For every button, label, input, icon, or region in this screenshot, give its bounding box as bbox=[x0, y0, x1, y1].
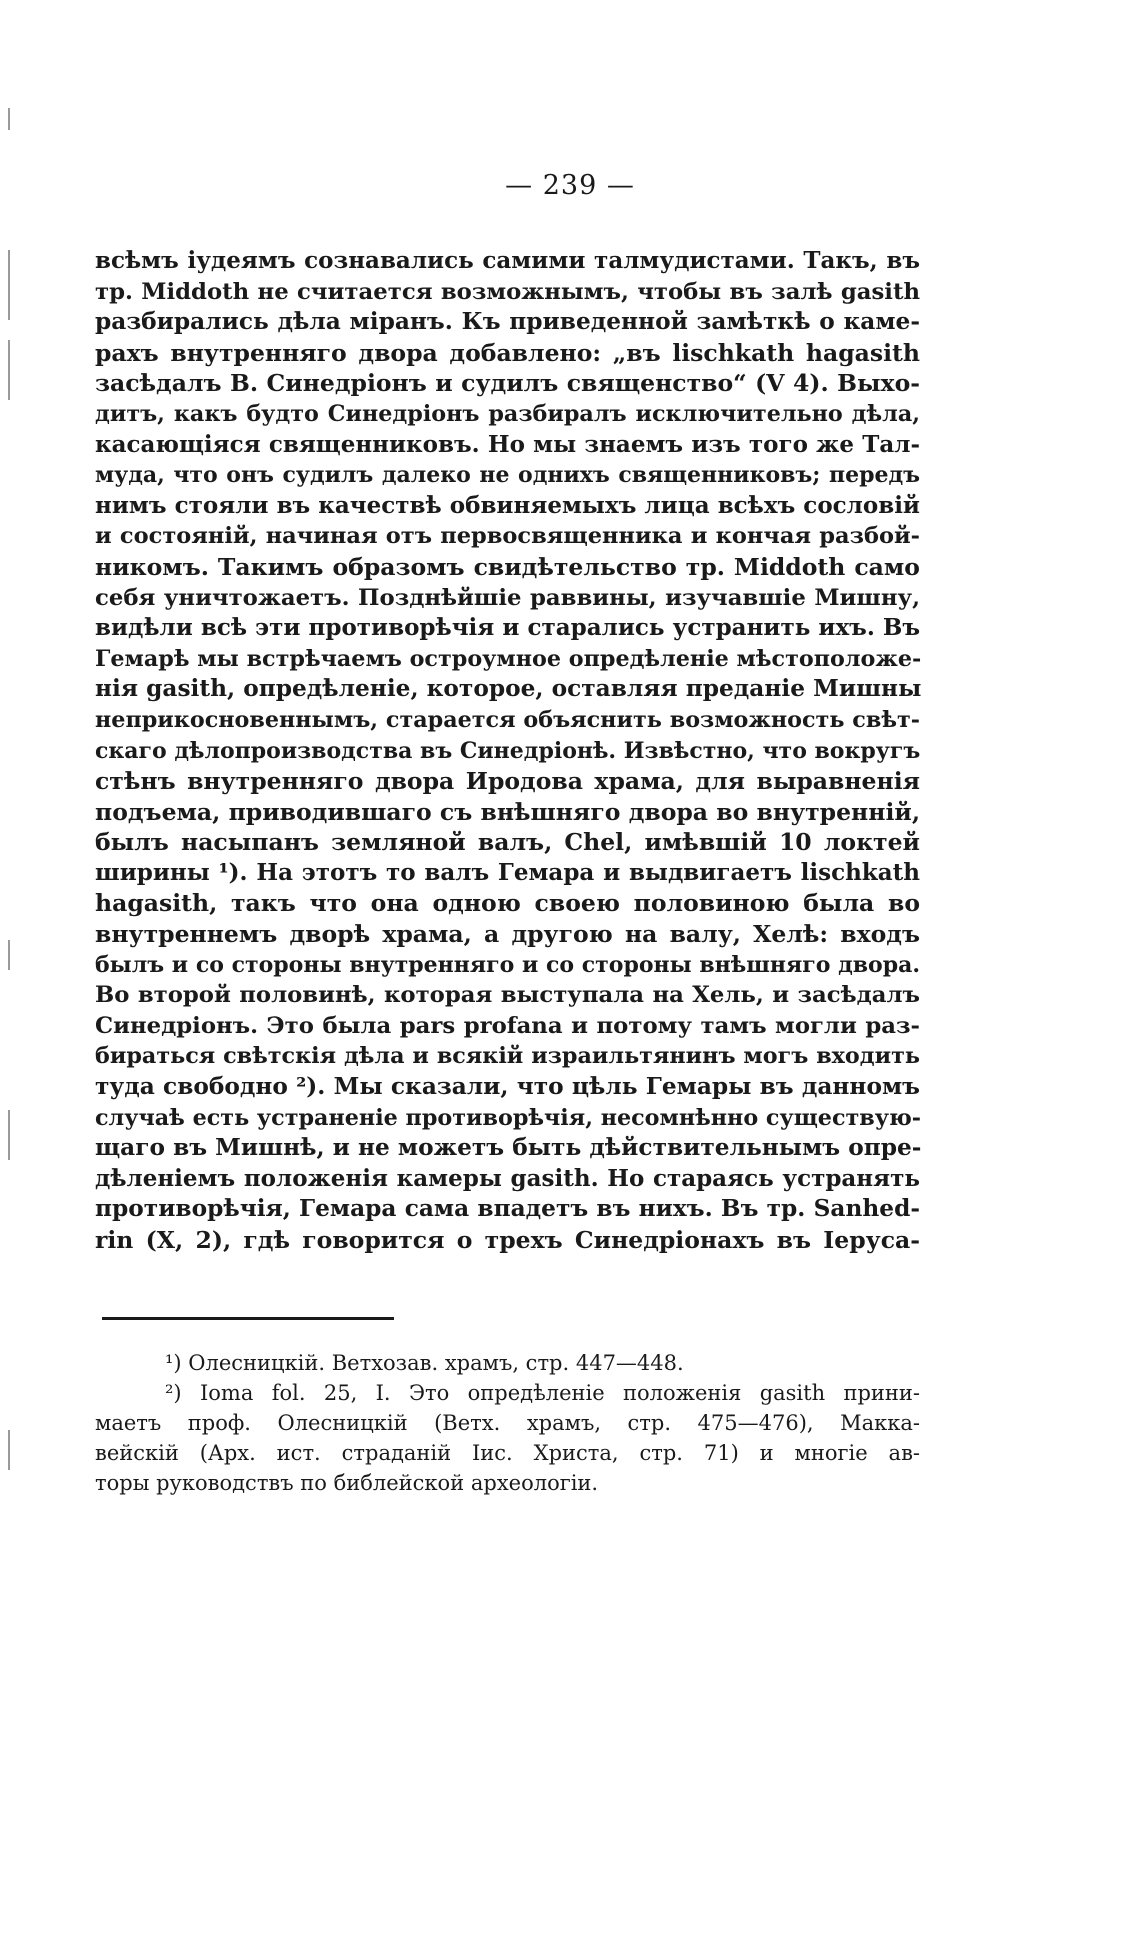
text-line: разбирались дѣла міранъ. Къ приведенной замѣткѣ о каме- bbox=[95, 308, 920, 336]
text-line: муда, что онъ судилъ далеко не однихъ священниковъ; передъ bbox=[95, 462, 920, 489]
text-line: себя уничтожаетъ. Позднѣйшіе раввины, изучавшіе Мишну, bbox=[95, 584, 920, 611]
scan-margin-mark bbox=[8, 940, 10, 970]
text-line: скаго дѣлопроизводства въ Синедріонѣ. Извѣстно, что вокругъ bbox=[95, 737, 921, 764]
footnote-line: маетъ проф. Олесницкій (Ветх. храмъ, стр. 475—476), Макка- bbox=[95, 1411, 920, 1435]
footnote-1 bbox=[95, 1348, 920, 1378]
text-line: rin (X, 2), гдѣ говорится о трехъ Синедріонахъ въ Іеруса- bbox=[95, 1226, 920, 1254]
text-line: щаго въ Мишнѣ, и не можетъ быть дѣйствительнымъ опре- bbox=[95, 1134, 922, 1162]
text-line: дѣленіемъ положенія камеры gasith. Но стараясь устранять bbox=[95, 1164, 920, 1192]
text-line: Синедріонъ. Это была pars profana и потому тамъ могли раз- bbox=[95, 1012, 920, 1039]
scan-margin-mark bbox=[8, 250, 10, 320]
scan-margin-mark bbox=[8, 108, 10, 130]
text-line: былъ и со стороны внутренняго и со стороны внѣшняго двора. bbox=[95, 951, 920, 978]
text-line: неприкосновеннымъ, старается объяснить возможность свѣт- bbox=[95, 706, 920, 733]
body-text bbox=[95, 246, 920, 1256]
text-line: касающіяся священниковъ. Но мы знаемъ изъ того же Тал- bbox=[95, 430, 920, 458]
text-line: подъема, приводившаго съ внѣшняго двора во внутренній, bbox=[95, 797, 920, 826]
text-line: засѣдалъ В. Синедріонъ и судилъ священство“ (V 4). Выхо- bbox=[95, 369, 920, 398]
footnote-line: ²) Ioma fol. 25, I. Это опредѣленіе положенія gasith прини- bbox=[165, 1381, 920, 1405]
text-line: никомъ. Такимъ образомъ свидѣтельство тр. Middoth само bbox=[95, 552, 920, 581]
footnotes bbox=[95, 1348, 920, 1498]
text-line: ширины ¹). На этотъ то валъ Гемара и выдвигаетъ lischkath bbox=[95, 858, 920, 886]
text-line: рахъ внутренняго двора добавлено: „въ lischkath hagasith bbox=[95, 338, 920, 367]
footnote-line: вейскій (Арх. ист. страданій Іис. Христа, стр. 71) и многіе ав- bbox=[95, 1441, 920, 1465]
scan-margin-mark bbox=[8, 340, 10, 400]
text-line: видѣли всѣ эти противорѣчія и старались устранить ихъ. Въ bbox=[95, 614, 920, 642]
text-line: стѣнъ внутренняго двора Иродова храма, для выравненія bbox=[95, 767, 920, 796]
footnote-line: ¹) Олесницкій. Ветхозав. храмъ, стр. 447—448. bbox=[165, 1351, 684, 1375]
footnote-line: торы руководствъ по библейской археологіи. bbox=[95, 1471, 599, 1495]
footnote-2 bbox=[95, 1378, 920, 1498]
footnote-separator bbox=[102, 1317, 394, 1320]
text-line: нія gasith, опредѣленіе, которое, оставляя преданіе Мишны bbox=[95, 675, 922, 703]
text-line: случаѣ есть устраненіе противорѣчія, несомнѣнно существую- bbox=[95, 1104, 922, 1131]
text-line: hagasith, такъ что она одною своею половиною была во bbox=[95, 889, 920, 918]
text-line: противорѣчія, Гемара сама впадетъ въ нихъ. Въ тр. Sanhed- bbox=[95, 1195, 920, 1223]
text-line: былъ насыпанъ земляной валъ, Chel, имѣвшій 10 локтей bbox=[95, 828, 920, 857]
text-line: тр. Middoth не считается возможнымъ, чтобы въ залѣ gasith bbox=[95, 278, 920, 305]
text-line: Гемарѣ мы встрѣчаемъ остроумное опредѣленіе мѣстоположе- bbox=[95, 645, 922, 672]
text-line: дитъ, какъ будто Синедріонъ разбиралъ исключительно дѣла, bbox=[95, 400, 920, 427]
text-line: и состояній, начиная отъ первосвященника и кончая разбой- bbox=[95, 523, 920, 550]
page-number: — 239 — bbox=[505, 170, 635, 201]
text-line: нимъ стояли въ качествѣ обвиняемыхъ лица всѣхъ сословій bbox=[95, 491, 920, 519]
text-line: Во второй половинѣ, которая выступала на Хель, и засѣдалъ bbox=[95, 982, 920, 1009]
text-line: всѣмъ іудеямъ сознавались самими талмудистами. Такъ, въ bbox=[95, 247, 920, 274]
text-line: бираться свѣтскія дѣла и всякій израильтянинъ могъ входить bbox=[95, 1043, 920, 1070]
scan-margin-mark bbox=[8, 1110, 10, 1160]
text-line: внутреннемъ дворѣ храма, а другою на валу, Хелѣ: входъ bbox=[95, 920, 920, 949]
text-line: туда свободно ²). Мы сказали, что цѣль Гемары въ данномъ bbox=[95, 1073, 920, 1101]
scan-margin-mark bbox=[8, 1430, 10, 1470]
